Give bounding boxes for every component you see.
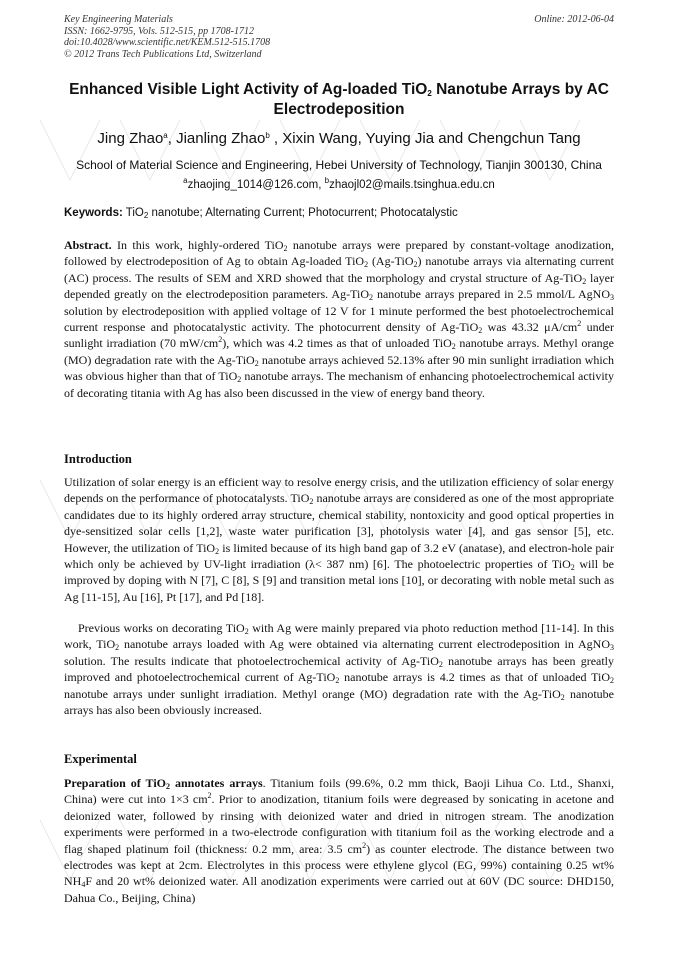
- author-2-aff: b: [265, 131, 270, 140]
- copyright-line: © 2012 Trans Tech Publications Ltd, Switzerland: [64, 48, 262, 60]
- abstract: Abstract. In this work, highly-ordered TiO$_2$ nanotube arrays were prepared by constant-voltage anodization, followed by electrodeposition of Ag to obtain Ag-loaded TiO$_2$ (Ag-TiO$_2$) nanotube arrays via alternating current (AC) process. The results of SEM and XRD showed that the morphology and crystal structure of Ag-TiO$_2$ layer depended greatly on the electrodeposition parameters. Ag-TiO$_2$ nanotube arrays prepared in 2.5 mmol/L AgNO$_3$ solution by electrodeposition with applied voltage of 12 V for 1 minute performed the best photoelectrochemical current response and photocatalystic activity. The photocurrent density of Ag-TiO$_2$ was 43.32 $\mu A/cm^2$ under sunlight irradiation (70 $mW/cm^2$), which was 4.2 times as that of unloaded TiO$_2$ nanotube arrays. Methyl orange (MO) degradation rate with the Ag-TiO$_2$ nanotube arrays achieved 52.13% after 90 min sunlight irradiation which was obvious higher than that of TiO$_2$ nanotube arrays. The mechanism of enhancing photoelectrochemical activity of decorating titania with Ag has also been discussed in the view of energy band theory.: [64, 238, 614, 400]
- paper-title: [60, 80, 618, 120]
- introduction-paragraph-1: Utilization of solar energy is an efficient way to resolve energy crisis, and the utilization efficiency of solar energy depends on the performance of photocatalysts. TiO$_2$ nanotube arrays are considered as one of the most appropriate candidates due to its highly ordered array structure, chemical stability, nontoxicity and good optical properties in dye-sensitized solar cells [1,2], waste water purification [3], photolysis water [4], and gas sensor [5], etc. However, the utilization of TiO$_2$ is limited because of its high band gap of 3.2 eV (anatase), and electron-hole pair which only be achieved by UV-light irradiation (λ< 387 nm) [6]. The photoelectric properties of TiO$_2$ will be improved by doping with N [7], C [8], S [9] and transition metal ions [10], or decorating with noble metal such as Ag [11-15], Au [16], Pt [17], and Pd [18].: [64, 475, 614, 604]
- journal-name: Key Engineering Materials: [64, 14, 173, 25]
- introduction-heading: Introduction: [64, 452, 132, 466]
- author-list: Jing Zhao$^a$, Jianling Zhao$^b$ , Xixin Wang, Yuying Jia and Chengchun Tang: [97, 130, 581, 147]
- author-emails: $^a$zhaojing_1014@126.com, $^b$zhaojl02@mails.tsinghua.edu.cn: [183, 176, 495, 191]
- journal-header: [64, 14, 270, 60]
- email-2[interactable]: zhaojl02@mails.tsinghua.edu.cn: [329, 179, 495, 191]
- title-sub: 2: [427, 89, 432, 98]
- author-2: Jianling Zhao: [176, 130, 266, 147]
- experimental-heading: Experimental: [64, 752, 137, 766]
- author-3: Xixin Wang: [282, 130, 358, 147]
- title-part1: Enhanced Visible Light Activity of Ag-loaded TiO: [69, 81, 428, 98]
- introduction-paragraph-2: Previous works on decorating TiO$_2$ with Ag were mainly prepared via photo reduction method [11-14]. In this work, TiO$_2$ nanotube arrays loaded with Ag were obtained via alternating current electrodeposition in AgNO$_3$ solution. The results indicate that photoelectrochemical activity of Ag-TiO$_2$ nanotube arrays has been greatly improved and photoelectrochemical current of Ag-TiO$_2$ nanotube arrays is 4.2 times as that of unloaded TiO$_2$ nanotube arrays under sunlight irradiation. Methyl orange (MO) degradation rate with the Ag-TiO$_2$ nanotube arrays has also been obviously increased.: [64, 621, 615, 718]
- email-1[interactable]: zhaojing_1014@126.com: [187, 179, 319, 191]
- subsection-title: Preparation of TiO$_2$ annotates arrays: [64, 776, 263, 791]
- title-part2: Nanotube Arrays by AC Electrodeposition: [273, 81, 609, 118]
- abstract-label: Abstract.: [64, 238, 112, 252]
- keywords-label: Keywords:: [64, 207, 123, 219]
- issn-line: ISSN: 1662-9795, Vols. 512-515, pp 1708-1712: [64, 25, 254, 37]
- experimental-paragraph-1: Preparation of TiO$_2$ annotates arrays. Titanium foils (99.6%, 0.2 mm thick, Baoji Lihua Co. Ltd., Shanxi, China) were cut into 1×3 $cm^2$. Prior to anodization, titanium foils were degreased by sonicating in acetone and deionized water, followed by rinsing with deionized water and dried in nitrogen stream. The anodization experiments were performed in a two-electrode configuration with titanium foil as the working electrode and a flag shaped platinum foil (thickness: 0.2 mm, area: 3.5 $cm^2$) as counter electrode. The distance between two electrodes was kept at 2cm. Electrolytes in this process were ethylene glycol (EG, 99%) containing 0.25 wt% $NH_4F$ and 20 wt% deionized water. All anodization experiments were carried out at 60V (DC source: DHD150, Dahua Co., Beijing, China): [64, 776, 614, 905]
- affiliation: School of Material Science and Engineering, Hebei University of Technology, Tianjin 300130, China: [76, 158, 602, 172]
- author-5: Chengchun Tang: [467, 130, 581, 147]
- author-1-aff: a: [163, 131, 168, 140]
- online-date: Online: 2012-06-04: [534, 14, 614, 25]
- author-1: Jing Zhao: [97, 130, 164, 147]
- doi-line: doi:10.4028/www.scientific.net/KEM.512-515.1708: [64, 37, 271, 48]
- author-4: Yuying Jia: [365, 130, 435, 147]
- keywords: Keywords: TiO$_2$ nanotube; Alternating Current; Photocurrent; Photocatalystic: [64, 207, 458, 220]
